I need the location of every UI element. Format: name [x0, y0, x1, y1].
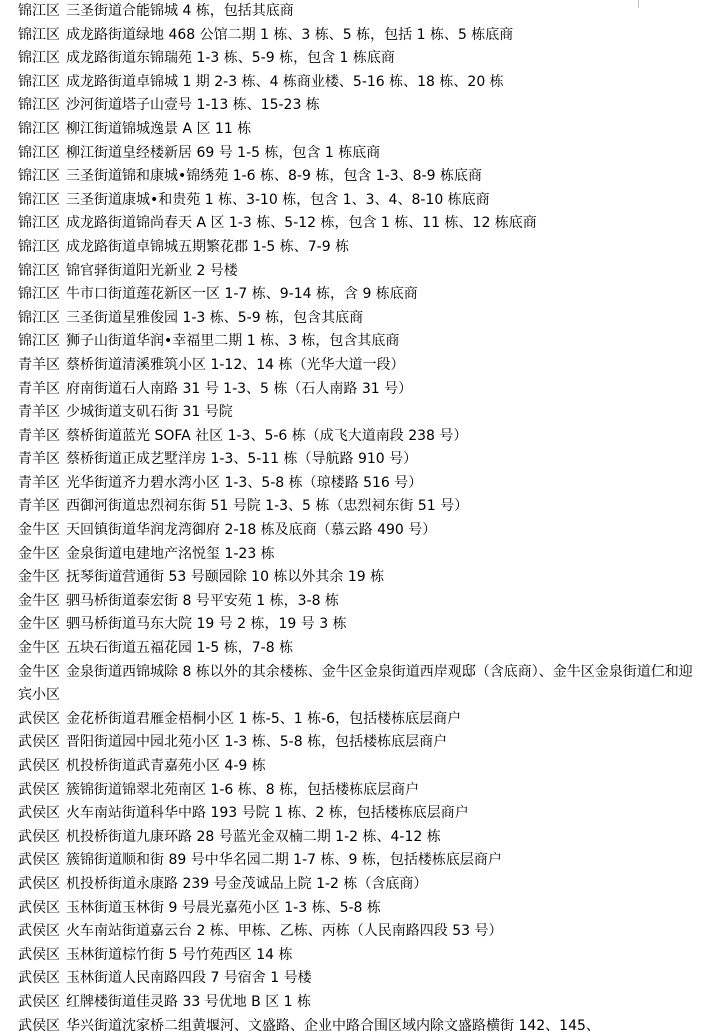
- list-item: [18, 991, 700, 1015]
- district-label: 武侯区: [18, 828, 60, 845]
- entry-text: 成龙路街道东锦瑞苑 1-3 栋、5-9 栋，包含 1 栋底商: [66, 50, 395, 67]
- entry-text: 柳江街道皇经楼新居 69 号 1-5 栋，包含 1 栋底商: [66, 144, 381, 161]
- list-item: [18, 448, 700, 472]
- entry-text: 金泉街道西锦城除 8 栋以外的其余楼栋、金牛区金泉街道西岸观邸（含底商）、金牛区金泉街道仁和迎宾小区: [18, 663, 693, 704]
- entry-text: 蔡桥街道清溪雅筑小区 1-12、14 栋（光华大道一段）: [66, 356, 405, 373]
- list-item: [18, 260, 700, 284]
- list-item: [18, 802, 700, 826]
- district-label: 锦江区: [18, 120, 60, 137]
- list-item: [18, 920, 700, 944]
- district-label: 金牛区: [18, 640, 60, 657]
- list-item: [18, 94, 700, 118]
- entry-text: 少城街道支矶石街 31 号院: [66, 404, 233, 421]
- entry-text: 火车南站街道嘉云台 2 栋、甲栋、乙栋、丙栋（人民南路四段 53 号）: [66, 923, 503, 940]
- list-item: [18, 165, 700, 189]
- list-item: [18, 967, 700, 991]
- entry-text: 三圣街道合能锦城 4 栋，包括其底商: [66, 3, 294, 19]
- entry-text: 狮子山街道华润•幸福里二期 1 栋、3 栋，包含其底商: [66, 333, 400, 350]
- community-list: [18, 0, 700, 1035]
- district-label: 武侯区: [18, 710, 60, 727]
- entry-text: 成龙路街道卓锦城五期繁花郡 1-5 栋、7-9 栋: [66, 238, 350, 255]
- list-item: [18, 1015, 700, 1035]
- district-label: 锦江区: [18, 215, 60, 232]
- district-label: 青羊区: [18, 380, 60, 397]
- entry-text: 驷马桥街道马东大院 19 号 2 栋，19 号 3 栋: [66, 616, 347, 633]
- list-item: [18, 613, 700, 637]
- entry-text: 玉林街道棕竹街 5 号竹苑西区 14 栋: [66, 946, 293, 963]
- entry-text: 机投桥街道九康环路 28 号蓝光金双楠二期 1-2 栋、4-12 栋: [66, 828, 441, 845]
- list-item: [18, 543, 700, 567]
- list-item: [18, 779, 700, 803]
- list-item: [18, 283, 700, 307]
- entry-text: 华兴街道沈家桥二组黄堰河、文盛路、企业中路合围区域内除文盛路横街 142、145、: [66, 1017, 600, 1034]
- district-label: 金牛区: [18, 545, 60, 562]
- district-label: 锦江区: [18, 333, 60, 350]
- entry-text: 成龙路街道锦尚春天 A 区 1-3 栋、5-12 栋，包含 1 栋、11 栋、12 栋底商: [66, 215, 537, 232]
- district-label: 武侯区: [18, 1017, 60, 1034]
- district-label: 锦江区: [18, 144, 60, 161]
- district-label: 武侯区: [18, 852, 60, 869]
- district-label: 金牛区: [18, 616, 60, 633]
- list-item: [18, 590, 700, 614]
- list-item: [18, 24, 700, 48]
- district-label: 武侯区: [18, 734, 60, 751]
- list-item: [18, 189, 700, 213]
- entry-text: 金花桥街道君雁金梧桐小区 1 栋-5、1 栋-6，包括楼栋底层商户: [66, 710, 462, 727]
- list-item: [18, 425, 700, 449]
- district-label: 锦江区: [18, 26, 60, 43]
- entry-text: 驷马桥街道泰宏街 8 号平安苑 1 栋，3-8 栋: [66, 592, 339, 609]
- entry-text: 天回镇街道华润龙湾御府 2-18 栋及底商（慕云路 490 号）: [66, 522, 437, 539]
- district-label: 武侯区: [18, 875, 60, 892]
- entry-text: 三圣街道锦和康城•锦绣苑 1-6 栋、8-9 栋，包含 1-3、8-9 栋底商: [66, 168, 482, 185]
- district-label: 金牛区: [18, 522, 60, 539]
- entry-text: 火车南站街道科华中路 193 号院 1 栋、2 栋，包括楼栋底层商户: [66, 805, 469, 822]
- district-label: 锦江区: [18, 97, 60, 114]
- district-label: 金牛区: [18, 663, 60, 680]
- list-item: [18, 849, 700, 873]
- list-item: [18, 661, 700, 708]
- entry-text: 三圣街道星雅俊园 1-3 栋、5-9 栋，包含其底商: [66, 309, 364, 326]
- entry-text: 抚琴街道营通街 53 号颐园除 10 栋以外其余 19 栋: [66, 569, 385, 586]
- list-item: [18, 897, 700, 921]
- entry-text: 机投桥街道永康路 239 号金茂诚品上院 1-2 栋（含底商）: [66, 875, 428, 892]
- entry-text: 西御河街道忠烈祠东街 51 号院 1-3、5 栋（忠烈祠东街 51 号）: [66, 498, 469, 515]
- district-label: 武侯区: [18, 781, 60, 798]
- district-label: 青羊区: [18, 474, 60, 491]
- list-item: [18, 708, 700, 732]
- district-label: 锦江区: [18, 3, 60, 19]
- district-label: 金牛区: [18, 569, 60, 586]
- district-label: 锦江区: [18, 286, 60, 303]
- list-item: [18, 944, 700, 968]
- entry-text: 牛市口街道莲花新区一区 1-7 栋、9-14 栋，含 9 栋底商: [66, 286, 418, 303]
- list-item: [18, 495, 700, 519]
- district-label: 青羊区: [18, 356, 60, 373]
- entry-text: 机投桥街道武青嘉苑小区 4-9 栋: [66, 758, 266, 774]
- district-label: 武侯区: [18, 758, 60, 774]
- list-item: [18, 873, 700, 897]
- entry-text: 三圣街道康城•和贵苑 1 栋、3-10 栋，包含 1、3、4、8-10 栋底商: [66, 191, 490, 208]
- entry-text: 晋阳街道园中园北苑小区 1-3 栋、5-8 栋，包括楼栋底层商户: [66, 734, 448, 751]
- list-item: [18, 236, 700, 260]
- entry-text: 蔡桥街道正成艺墅洋房 1-3、5-11 栋（导航路 910 号）: [66, 451, 418, 468]
- district-label: 武侯区: [18, 970, 60, 987]
- list-item: [18, 401, 700, 425]
- district-label: 锦江区: [18, 191, 60, 208]
- district-label: 金牛区: [18, 592, 60, 609]
- list-item: [18, 142, 700, 166]
- district-label: 锦江区: [18, 262, 60, 279]
- list-item: [18, 71, 700, 95]
- entry-text: 金泉街道电建地产洺悦玺 1-23 栋: [66, 545, 275, 562]
- list-item: [18, 731, 700, 755]
- entry-text: 玉林街道玉林街 9 号晨光嘉苑小区 1-3 栋、5-8 栋: [66, 899, 381, 916]
- district-label: 锦江区: [18, 168, 60, 185]
- entry-text: 柳江街道锦城逸景 A 区 11 栋: [66, 120, 252, 137]
- list-item: [18, 0, 700, 24]
- entry-text: 府南街道石人南路 31 号 1-3、5 栋（石人南路 31 号）: [66, 380, 413, 397]
- list-item: [18, 472, 700, 496]
- district-label: 青羊区: [18, 451, 60, 468]
- entry-text: 簇锦街道顺和街 89 号中华名园二期 1-7 栋、9 栋，包括楼栋底层商户: [66, 852, 502, 869]
- district-label: 青羊区: [18, 498, 60, 515]
- district-label: 锦江区: [18, 73, 60, 90]
- district-label: 武侯区: [18, 805, 60, 822]
- entry-text: 锦官驿街道阳光新业 2 号楼: [66, 262, 238, 279]
- list-item: [18, 330, 700, 354]
- list-item: [18, 47, 700, 71]
- district-label: 武侯区: [18, 923, 60, 940]
- entry-text: 光华街道齐力碧水湾小区 1-3、5-8 栋（琼楼路 516 号）: [66, 474, 423, 491]
- district-label: 锦江区: [18, 50, 60, 67]
- entry-text: 蔡桥街道蓝光 SOFA 社区 1-3、5-6 栋（成飞大道南段 238 号）: [66, 427, 468, 444]
- district-label: 武侯区: [18, 946, 60, 963]
- list-item: [18, 212, 700, 236]
- list-item: [18, 378, 700, 402]
- district-label: 锦江区: [18, 309, 60, 326]
- list-item: [18, 637, 700, 661]
- district-label: 武侯区: [18, 899, 60, 916]
- district-label: 青羊区: [18, 427, 60, 444]
- district-label: 武侯区: [18, 993, 60, 1010]
- entry-text: 成龙路街道卓锦城 1 期 2-3 栋、4 栋商业楼、5-16 栋、18 栋、20 栋: [66, 73, 504, 90]
- list-item: [18, 519, 700, 543]
- district-label: 青羊区: [18, 404, 60, 421]
- entry-text: 红牌楼街道佳灵路 33 号优地 B 区 1 栋: [66, 993, 312, 1010]
- list-item: [18, 755, 700, 779]
- entry-text: 五块石街道五福花园 1-5 栋，7-8 栋: [66, 640, 294, 657]
- entry-text: 簇锦街道锦翠北苑南区 1-6 栋、8 栋，包括楼栋底层商户: [66, 781, 420, 798]
- list-item: [18, 566, 700, 590]
- list-item: [18, 826, 700, 850]
- list-item: [18, 118, 700, 142]
- entry-text: 玉林街道人民南路四段 7 号宿舍 1 号楼: [66, 970, 312, 987]
- list-item: [18, 354, 700, 378]
- list-item: [18, 307, 700, 331]
- entry-text: 沙河街道塔子山壹号 1-13 栋、15-23 栋: [66, 97, 320, 114]
- district-label: 锦江区: [18, 238, 60, 255]
- entry-text: 成龙路街道绿地 468 公馆二期 1 栋、3 栋、5 栋，包括 1 栋、5 栋底商: [66, 26, 514, 43]
